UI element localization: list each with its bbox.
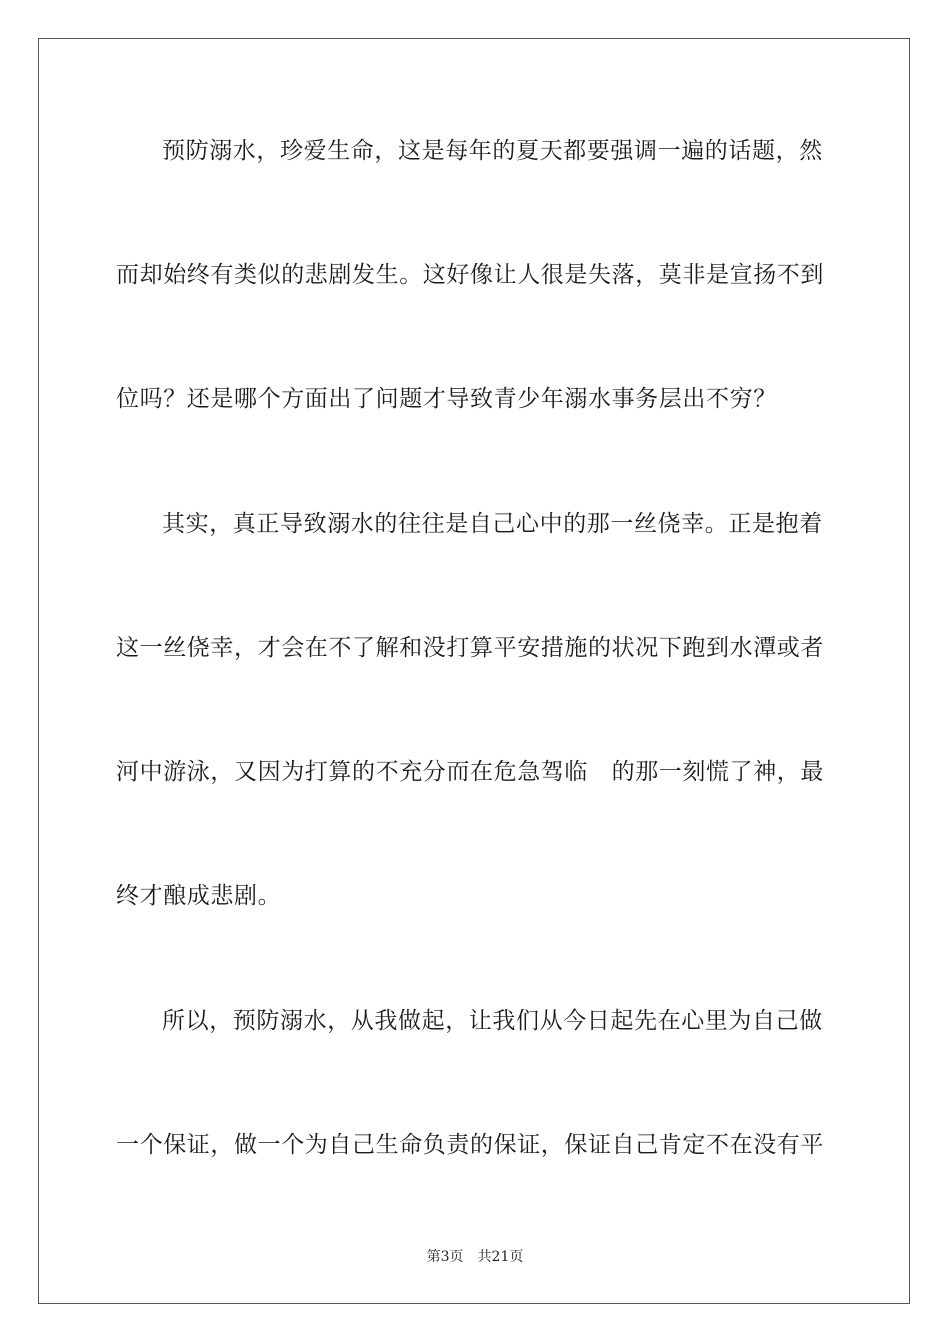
paragraph-line: 河中游泳，又因为打算的不充分而在危急驾临 的那一刻慌了神，最	[116, 759, 824, 785]
page-frame	[38, 38, 910, 1304]
paragraph-line: 所以，预防溺水，从我做起，让我们从今日起先在心里为自己做	[162, 1008, 823, 1034]
paragraph-line: 位吗？还是哪个方面出了问题才导致青少年溺水事务层出不穷？	[116, 386, 777, 412]
paragraph-line: 其实，真正导致溺水的往往是自己心中的那一丝侥幸。正是抱着	[162, 511, 823, 537]
paragraph-line: 预防溺水，珍爱生命，这是每年的夏天都要强调一遍的话题，然	[162, 138, 823, 164]
page-number: 第3页	[426, 1249, 464, 1265]
page-total: 共21页	[477, 1249, 524, 1265]
page-footer	[0, 1248, 950, 1266]
paragraph-line: 一个保证，做一个为自己生命负责的保证，保证自己肯定不在没有平	[116, 1132, 824, 1158]
paragraph-line: 而却始终有类似的悲剧发生。这好像让人很是失落，莫非是宣扬不到	[116, 262, 824, 288]
paragraph-line: 终才酿成悲剧。	[116, 883, 282, 909]
paragraph-line: 这一丝侥幸，才会在不了解和没打算平安措施的状况下跑到水潭或者	[116, 635, 824, 661]
